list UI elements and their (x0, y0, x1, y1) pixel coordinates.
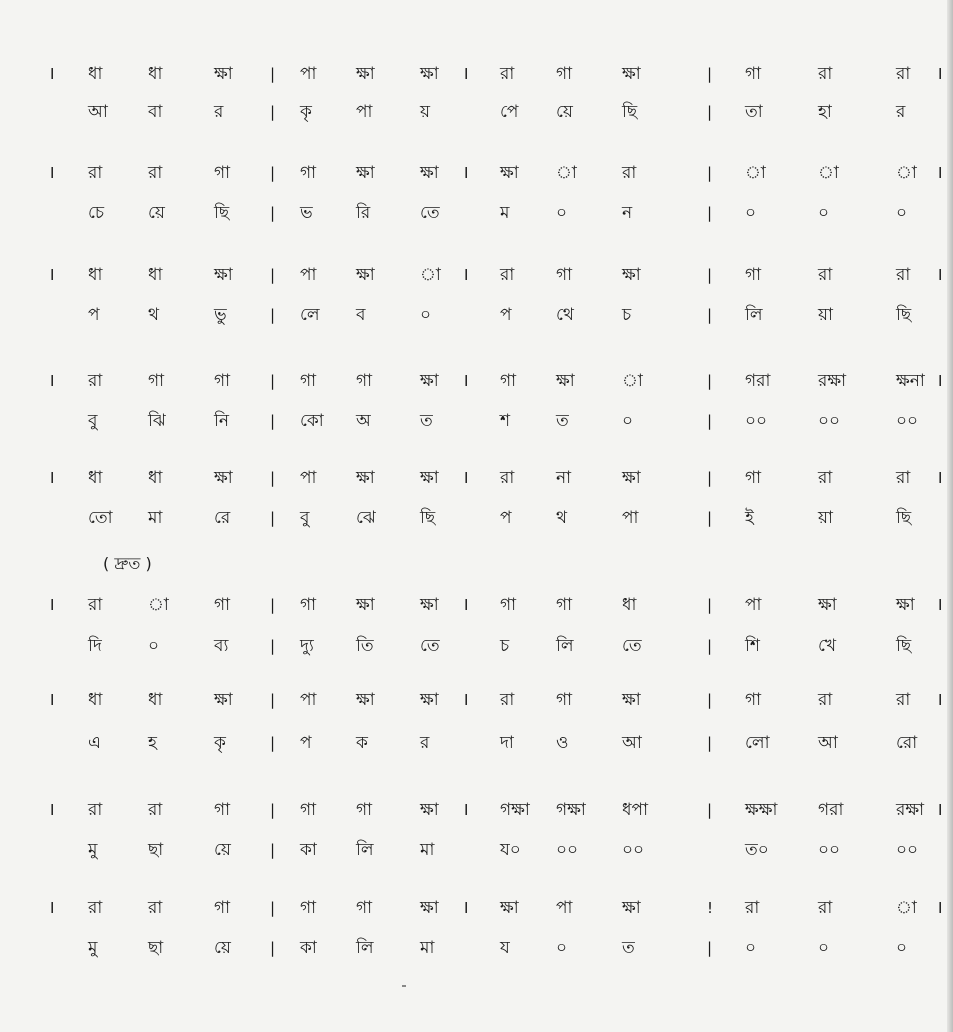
page-mark (402, 985, 406, 987)
lyric-syllable: মু (88, 938, 98, 958)
swara-note: রক্ষা (818, 371, 847, 391)
bar-line: I (938, 372, 943, 390)
lyric-syllable: ০ (556, 203, 568, 223)
lyric-syllable: ত (420, 411, 433, 431)
lyric-syllable: মা (420, 938, 435, 958)
bar-line: I (464, 266, 469, 284)
swara-note: রা (818, 898, 833, 918)
lyric-syllable: ছা (148, 840, 164, 860)
swara-note: না (556, 468, 572, 488)
swara-note: ক্ষনা (896, 371, 925, 391)
swara-note: ধা (88, 64, 103, 84)
swara-note: গা (300, 800, 317, 820)
beat-divider: | (707, 801, 713, 819)
lyric-syllable: ক (356, 733, 368, 753)
lyric-syllable: তো (88, 508, 113, 528)
lyric-syllable: চে (88, 203, 105, 223)
swara-note: ক্ষা (356, 468, 375, 488)
lyric-syllable: থ (148, 305, 160, 325)
swara-note: রা (500, 468, 515, 488)
lyric-syllable: ০ (818, 938, 830, 958)
lyric-syllable: ০ (745, 203, 757, 223)
swara-note: ক্ষা (214, 468, 233, 488)
swara-note: ক্ষা (622, 265, 641, 285)
lyric-syllable: প (300, 733, 312, 753)
lyric-syllable: ত (556, 411, 569, 431)
beat-divider: | (270, 801, 276, 819)
bar-line: I (50, 899, 55, 917)
lyric-syllable: শি (745, 636, 760, 656)
swara-note: গরা (745, 371, 771, 391)
swara-note: ক্ষা (420, 898, 439, 918)
beat-divider: | (270, 691, 276, 709)
lyric-syllable: ছি (420, 508, 436, 528)
tempo-marking: ( দ্রুত ) (103, 554, 152, 573)
beat-divider: | (707, 734, 713, 752)
beat-divider: | (707, 939, 713, 957)
bar-line: I (938, 65, 943, 83)
swara-note: ক্ষা (818, 595, 837, 615)
swara-note: রক্ষা (896, 800, 925, 820)
swara-note: গা (356, 898, 373, 918)
lyric-syllable: কা (300, 840, 317, 860)
swara-note: রা (88, 371, 103, 391)
lyric-syllable: প (500, 508, 512, 528)
swara-note: গা (500, 371, 517, 391)
lyric-syllable: মু (88, 840, 98, 860)
swara-note: ক্ষা (420, 468, 439, 488)
swara-note: রা (148, 898, 163, 918)
swara-note: ক্ষা (356, 595, 375, 615)
swara-note: গা (214, 800, 231, 820)
lyric-syllable: য়া (818, 305, 833, 325)
bar-line: I (464, 899, 469, 917)
swara-note: রা (818, 690, 833, 710)
swara-note: ক্ষা (500, 898, 519, 918)
swara-note: ক্ষা (622, 898, 641, 918)
beat-divider: | (270, 65, 276, 83)
swara-note: পা (300, 690, 317, 710)
lyric-syllable: কো (300, 411, 324, 431)
lyric-syllable: য়া (818, 508, 833, 528)
lyric-syllable: ন (622, 203, 633, 223)
lyric-syllable: ০ (896, 203, 908, 223)
lyric-syllable: রো (896, 733, 918, 753)
lyric-syllable: মা (420, 840, 435, 860)
bar-line: I (938, 266, 943, 284)
beat-divider: | (270, 596, 276, 614)
swara-note: গা (300, 898, 317, 918)
lyric-syllable: চ (500, 636, 510, 656)
swara-note: রা (622, 163, 637, 183)
lyric-syllable: পা (622, 508, 639, 528)
lyric-syllable: আ (818, 733, 838, 753)
beat-divider: | (270, 637, 276, 655)
lyric-syllable: দা (500, 733, 514, 753)
lyric-syllable: তে (622, 636, 642, 656)
beat-divider: | (270, 899, 276, 917)
swara-note: ক্ষা (622, 64, 641, 84)
swara-note: গা (214, 898, 231, 918)
swara-note: ধা (148, 690, 163, 710)
lyric-syllable: ব্য (214, 636, 229, 656)
lyric-syllable: রি (356, 203, 371, 223)
swara-note: ক্ষা (214, 690, 233, 710)
beat-divider: | (707, 509, 713, 527)
lyric-syllable: শ (500, 411, 511, 431)
lyric-syllable: বু (300, 508, 310, 528)
swara-note: া (896, 163, 917, 183)
swara-note: ধা (148, 265, 163, 285)
lyric-syllable: লি (556, 636, 574, 656)
lyric-syllable: ছি (214, 203, 230, 223)
beat-divider: | (270, 164, 276, 182)
beat-divider: | (270, 841, 276, 859)
swara-note: ক্ষা (420, 64, 439, 84)
swara-note: পা (300, 265, 317, 285)
lyric-syllable: ও (556, 733, 569, 753)
lyric-syllable: পে (500, 102, 519, 122)
lyric-syllable: থ (556, 508, 568, 528)
swara-note: রা (818, 468, 833, 488)
swara-note: গা (300, 371, 317, 391)
lyric-syllable: ছা (148, 938, 164, 958)
swara-note: ধপা (622, 800, 648, 820)
swara-note: গা (745, 265, 762, 285)
swara-note: ধা (622, 595, 637, 615)
swara-note: গা (300, 595, 317, 615)
bar-line: I (938, 469, 943, 487)
lyric-syllable: প (88, 305, 100, 325)
swara-note: রা (88, 595, 103, 615)
lyric-syllable: মা (148, 508, 163, 528)
lyric-syllable: ০০ (896, 840, 919, 860)
swara-note: ধা (148, 64, 163, 84)
beat-divider: | (707, 469, 713, 487)
lyric-syllable: ০০ (818, 411, 841, 431)
lyric-syllable: হ (148, 733, 157, 753)
swara-note: রা (818, 265, 833, 285)
lyric-syllable: ছি (622, 102, 638, 122)
swara-note: ক্ষা (356, 690, 375, 710)
swara-note: ক্ষা (214, 265, 233, 285)
swara-note: গা (300, 163, 317, 183)
bar-line: I (464, 164, 469, 182)
swara-note: ক্ষা (420, 800, 439, 820)
beat-divider: | (270, 266, 276, 284)
lyric-syllable: তে (420, 203, 440, 223)
swara-note: রা (896, 265, 911, 285)
lyric-syllable: ০০ (622, 840, 645, 860)
swara-note: ক্ষা (420, 163, 439, 183)
swara-note: ক্ষা (500, 163, 519, 183)
swara-note: ক্ষা (420, 690, 439, 710)
lyric-syllable: দি (88, 636, 102, 656)
beat-divider: | (270, 734, 276, 752)
lyric-syllable: লে (300, 305, 320, 325)
swara-note: গক্ষা (556, 800, 586, 820)
lyric-syllable: ০০ (896, 411, 919, 431)
beat-divider: | (707, 204, 713, 222)
lyric-syllable: ০ (745, 938, 757, 958)
swara-note: গরা (818, 800, 844, 820)
swara-note: ধা (88, 265, 103, 285)
lyric-syllable: য়ে (148, 203, 165, 223)
swara-note: পা (300, 64, 317, 84)
lyric-syllable: বু (88, 411, 98, 431)
lyric-syllable: লি (745, 305, 763, 325)
lyric-syllable: এ (88, 733, 101, 753)
lyric-syllable: ০০ (818, 840, 841, 860)
swara-note: গা (745, 690, 762, 710)
lyric-syllable: দ্যু (300, 636, 314, 656)
lyric-syllable: তা (745, 102, 763, 122)
lyric-syllable: য়ে (556, 102, 573, 122)
bar-line: I (938, 801, 943, 819)
lyric-syllable: ভু (214, 305, 227, 325)
bar-line: I (50, 469, 55, 487)
bar-line: I (464, 691, 469, 709)
beat-divider: | (707, 372, 713, 390)
swara-note: া (622, 371, 643, 391)
swara-note: গা (214, 371, 231, 391)
bar-line: I (50, 691, 55, 709)
swara-note: গা (556, 265, 573, 285)
swara-note: ধা (88, 468, 103, 488)
swara-note: রা (88, 163, 103, 183)
lyric-syllable: কা (300, 938, 317, 958)
beat-divider: | (270, 306, 276, 324)
lyric-syllable: ত০ (745, 840, 769, 860)
lyric-syllable: চ (622, 305, 632, 325)
lyric-syllable: তে (420, 636, 440, 656)
lyric-syllable: ০ (420, 305, 432, 325)
lyric-syllable: য়ে (214, 840, 231, 860)
lyric-syllable: থে (556, 305, 574, 325)
lyric-syllable: তি (356, 636, 374, 656)
swara-note: ক্ষা (622, 690, 641, 710)
swara-note: ক্ষা (896, 595, 915, 615)
bar-line: I (50, 164, 55, 182)
swara-note: পা (556, 898, 573, 918)
lyric-syllable: য় (420, 102, 431, 122)
beat-divider: | (707, 65, 713, 83)
swara-note: গা (214, 163, 231, 183)
swara-note: গা (356, 800, 373, 820)
swara-note: ক্ষা (356, 163, 375, 183)
lyric-syllable: ০ (896, 938, 908, 958)
swara-note: ক্ষা (214, 64, 233, 84)
swara-note: রা (500, 690, 515, 710)
beat-divider: | (707, 637, 713, 655)
swara-note: রা (88, 898, 103, 918)
lyric-syllable: ম (500, 203, 510, 223)
beat-divider: | (707, 691, 713, 709)
swara-note: গা (356, 371, 373, 391)
swara-note: ক্ষক্ষা (745, 800, 778, 820)
bar-line: I (50, 65, 55, 83)
swara-note: রা (896, 690, 911, 710)
beat-divider: | (270, 372, 276, 390)
lyric-syllable: য়ে (214, 938, 231, 958)
lyric-syllable: র (896, 102, 906, 122)
lyric-syllable: আ (622, 733, 642, 753)
swara-note: ক্ষা (556, 371, 575, 391)
bar-line: I (50, 372, 55, 390)
bar-line: I (464, 596, 469, 614)
swara-note: গা (745, 64, 762, 84)
swara-note: গা (556, 64, 573, 84)
swara-note: া (896, 898, 917, 918)
lyric-syllable: প (500, 305, 512, 325)
swara-note: রা (500, 64, 515, 84)
lyric-syllable: লো (745, 733, 770, 753)
lyric-syllable: লি (356, 938, 374, 958)
lyric-syllable: খে (818, 636, 837, 656)
lyric-syllable: লি (356, 840, 374, 860)
swara-note: ধা (148, 468, 163, 488)
swara-note: গা (556, 595, 573, 615)
beat-divider: | (707, 412, 713, 430)
swara-note: গা (214, 595, 231, 615)
swara-note: া (556, 163, 577, 183)
lyric-syllable: য০ (500, 840, 521, 860)
lyric-syllable: য (500, 938, 510, 958)
swara-note: রা (896, 64, 911, 84)
swara-note: ক্ষা (622, 468, 641, 488)
bar-line: I (464, 65, 469, 83)
lyric-syllable: বা (148, 102, 163, 122)
swara-note: গা (500, 595, 517, 615)
swara-note: া (420, 265, 441, 285)
lyric-syllable: ০ (622, 411, 634, 431)
swara-note: রা (148, 163, 163, 183)
swara-note: গা (148, 371, 165, 391)
swara-note: া (818, 163, 839, 183)
beat-divider: | (270, 469, 276, 487)
swara-note: রা (896, 468, 911, 488)
lyric-syllable: ব (356, 305, 366, 325)
bar-line: I (464, 469, 469, 487)
swara-note: পা (300, 468, 317, 488)
lyric-syllable: ই (745, 508, 754, 528)
lyric-syllable: র (420, 733, 430, 753)
bar-line: I (50, 596, 55, 614)
swara-note: রা (818, 64, 833, 84)
swara-note: গা (556, 690, 573, 710)
bar-line: I (464, 801, 469, 819)
page-edge-shadow (947, 0, 953, 1032)
swara-note: রা (745, 898, 760, 918)
bar-line: I (50, 266, 55, 284)
beat-divider: | (707, 306, 713, 324)
lyric-syllable: আ (88, 102, 108, 122)
beat-divider: | (270, 412, 276, 430)
beat-divider: ! (707, 899, 714, 917)
lyric-syllable: নি (214, 411, 230, 431)
beat-divider: | (707, 596, 713, 614)
lyric-syllable: রে (214, 508, 231, 528)
swara-note: রা (500, 265, 515, 285)
lyric-syllable: কৃ (300, 102, 312, 122)
swara-note: া (745, 163, 766, 183)
bar-line: I (938, 164, 943, 182)
swara-note: ক্ষা (356, 265, 375, 285)
beat-divider: | (707, 103, 713, 121)
lyric-syllable: ০০ (745, 411, 768, 431)
beat-divider: | (707, 164, 713, 182)
lyric-syllable: ছি (896, 508, 912, 528)
swara-note: ক্ষা (420, 371, 439, 391)
lyric-syllable: ০ (148, 636, 160, 656)
lyric-syllable: পা (356, 102, 373, 122)
lyric-syllable: ০ (818, 203, 830, 223)
lyric-syllable: র (214, 102, 224, 122)
lyric-syllable: অ (356, 411, 371, 431)
lyric-syllable: কৃ (214, 733, 226, 753)
lyric-syllable: ছি (896, 305, 912, 325)
beat-divider: | (270, 103, 276, 121)
lyric-syllable: ত (622, 938, 635, 958)
swara-note: রা (88, 800, 103, 820)
beat-divider: | (270, 204, 276, 222)
lyric-syllable: ঝে (356, 508, 376, 528)
bar-line: I (938, 691, 943, 709)
lyric-syllable: ঝি (148, 411, 166, 431)
swara-note: ক্ষা (420, 595, 439, 615)
lyric-syllable: ০০ (556, 840, 579, 860)
bar-line: I (50, 801, 55, 819)
swara-note: রা (148, 800, 163, 820)
bar-line: I (938, 596, 943, 614)
swara-note: গা (745, 468, 762, 488)
bar-line: I (938, 899, 943, 917)
beat-divider: | (707, 266, 713, 284)
swara-note: পা (745, 595, 762, 615)
swara-note: ক্ষা (356, 64, 375, 84)
lyric-syllable: ০ (556, 938, 568, 958)
beat-divider: | (270, 939, 276, 957)
bar-line: I (464, 372, 469, 390)
lyric-syllable: ভ (300, 203, 313, 223)
swara-note: া (148, 595, 169, 615)
swara-note: গক্ষা (500, 800, 530, 820)
lyric-syllable: ছি (896, 636, 912, 656)
beat-divider: | (270, 509, 276, 527)
lyric-syllable: হা (818, 102, 832, 122)
swara-note: ধা (88, 690, 103, 710)
